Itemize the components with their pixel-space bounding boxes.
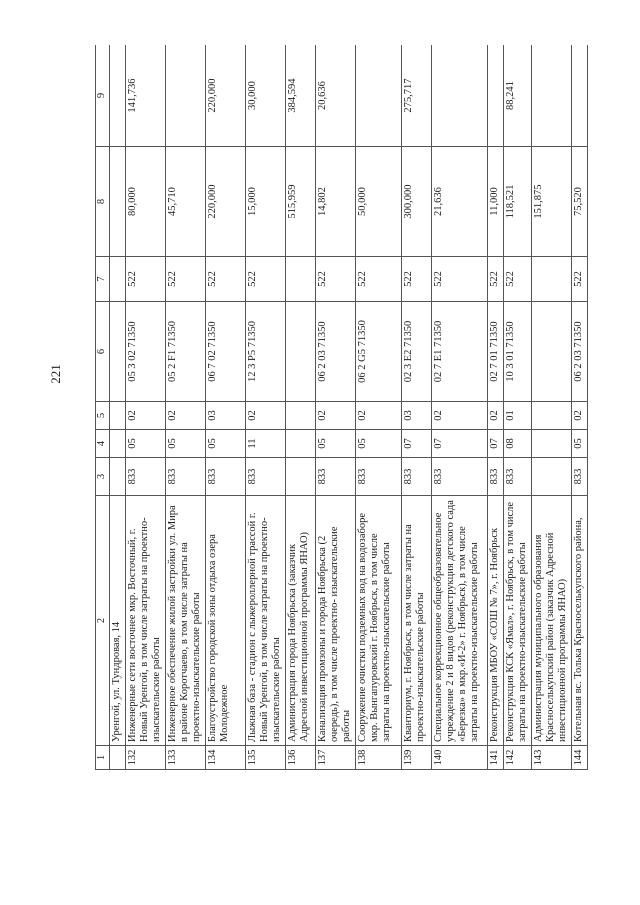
row-number: 140 [432, 746, 488, 770]
cell-col6 [110, 302, 126, 402]
cell-col6: 02 3 E2 71350 [402, 302, 432, 402]
header-cell: 7 [96, 257, 110, 302]
object-name: Сооружение очистки подземных вод на водозаборе мкр. Вынгапуровский г. Ноябрьск, в том числе затраты на проектно-изыскательские работы [356, 496, 402, 746]
cell-col8: 45,710 [166, 147, 206, 257]
cell-col8: 220,000 [206, 147, 246, 257]
object-name: Реконструкция МБОУ «СОШ № 7», г. Ноябрьск [488, 496, 504, 746]
header-cell: 4 [96, 430, 110, 458]
cell-col8: 11,000 [488, 147, 504, 257]
cell-col5: 02 [316, 402, 356, 430]
object-name: Уренгой, ул. Тундровая, 14 [110, 496, 126, 746]
cell-col8: 300,000 [402, 147, 432, 257]
header-cell: 9 [96, 45, 110, 147]
header-cell: 2 [96, 496, 110, 746]
cell-col6: 02 7 01 71350 [488, 302, 504, 402]
row-number: 144 [572, 746, 588, 770]
object-name: Благоустройство городской зоны отдыха озера Молодежное [206, 496, 246, 746]
cell-col7: 522 [316, 257, 356, 302]
table-row [166, 45, 206, 770]
row-number: 142 [504, 746, 532, 770]
cell-col7: 522 [504, 257, 532, 302]
cell-col3 [110, 458, 126, 496]
cell-col3 [532, 458, 572, 496]
rotated-table-wrapper [95, 45, 600, 770]
header-cell: 5 [96, 402, 110, 430]
cell-col9: 30,000 [246, 45, 286, 147]
cell-col5: 02 [126, 402, 166, 430]
cell-col4: 05 [126, 430, 166, 458]
table-row [110, 45, 126, 770]
cell-col8: 151,875 [532, 147, 572, 257]
cell-col4: 07 [402, 430, 432, 458]
object-name: Канализация промзоны и города Ноябрьска (2 очередь), в том числе проектно- изыскательские работы [316, 496, 356, 746]
cell-col4 [532, 430, 572, 458]
cell-col4: 07 [488, 430, 504, 458]
cell-col3: 833 [488, 458, 504, 496]
cell-col3: 833 [356, 458, 402, 496]
cell-col6: 06 2 G5 71350 [356, 302, 402, 402]
cell-col9 [532, 45, 572, 147]
object-name: Инженерное обеспечение жилой застройки ул. Мира в районе Коротчаево, в том числе затраты на проектно-изыскательские работы [166, 496, 206, 746]
cell-col7: 522 [126, 257, 166, 302]
cell-col4: 05 [572, 430, 588, 458]
cell-col5: 02 [488, 402, 504, 430]
cell-col9: 275,717 [402, 45, 432, 147]
table-row [206, 45, 246, 770]
table-row [488, 45, 504, 770]
row-number: 141 [488, 746, 504, 770]
cell-col6: 05 3 02 71350 [126, 302, 166, 402]
table-row [246, 45, 286, 770]
cell-col8: 75,520 [572, 147, 588, 257]
cell-col5: 02 [432, 402, 488, 430]
cell-col5: 02 [572, 402, 588, 430]
cell-col9: 220,000 [206, 45, 246, 147]
cell-col9: 141,736 [126, 45, 166, 147]
header-cell: 3 [96, 458, 110, 496]
cell-col9 [572, 45, 588, 147]
cell-col7 [286, 257, 316, 302]
cell-col5 [286, 402, 316, 430]
object-name: Специальное коррекционное общеобразовательное учреждение 2 и 8 видов (реконструкция детского сада «Березка» в мкр.«И-2» г. Ноябрьск), в том числе затраты на проектно-изыскательские работы [432, 496, 488, 746]
cell-col4: 05 [166, 430, 206, 458]
cell-col8: 515,959 [286, 147, 316, 257]
cell-col6: 06 2 03 71350 [572, 302, 588, 402]
cell-col5 [532, 402, 572, 430]
cell-col7: 522 [432, 257, 488, 302]
cell-col9 [166, 45, 206, 147]
cell-col5: 02 [166, 402, 206, 430]
cell-col9 [110, 45, 126, 147]
cell-col4: 08 [504, 430, 532, 458]
cell-col3: 833 [572, 458, 588, 496]
cell-col3: 833 [246, 458, 286, 496]
row-number: 143 [532, 746, 572, 770]
table-row [504, 45, 532, 770]
object-name: Администрация муниципального образования Красноселькупский район (заказчик Адресной инвестиционной программы ЯНАО) [532, 496, 572, 746]
cell-col5: 03 [206, 402, 246, 430]
cell-col9 [488, 45, 504, 147]
cell-col8 [110, 147, 126, 257]
row-number: 139 [402, 746, 432, 770]
cell-col3: 833 [166, 458, 206, 496]
cell-col8: 14,802 [316, 147, 356, 257]
cell-col7: 522 [356, 257, 402, 302]
cell-col3: 833 [402, 458, 432, 496]
cell-col3: 833 [206, 458, 246, 496]
object-name: Котельная вс. Толька Красноселькупского района, [572, 496, 588, 746]
cell-col7: 522 [572, 257, 588, 302]
cell-col6: 12 3 P5 71350 [246, 302, 286, 402]
row-number: 134 [206, 746, 246, 770]
cell-col6: 10 3 01 71350 [504, 302, 532, 402]
cell-col9: 384,594 [286, 45, 316, 147]
table-row [402, 45, 432, 770]
cell-col7 [532, 257, 572, 302]
cell-col3: 833 [432, 458, 488, 496]
cell-col8: 80,000 [126, 147, 166, 257]
table-row [126, 45, 166, 770]
cell-col9: 88,241 [504, 45, 532, 147]
cell-col8: 118,521 [504, 147, 532, 257]
table-row [356, 45, 402, 770]
cell-col6: 05 2 F1 71350 [166, 302, 206, 402]
cell-col5: 03 [402, 402, 432, 430]
cell-col7: 522 [488, 257, 504, 302]
cell-col3 [286, 458, 316, 496]
row-number: 132 [126, 746, 166, 770]
cell-col4: 07 [432, 430, 488, 458]
row-number: 138 [356, 746, 402, 770]
cell-col9 [356, 45, 402, 147]
cell-col5: 01 [504, 402, 532, 430]
cell-col4 [286, 430, 316, 458]
cell-col8: 50,000 [356, 147, 402, 257]
cell-col5 [110, 402, 126, 430]
object-name: Кванториум, г. Ноябрьск, в том числе затраты на проектно-изыскательские работы [402, 496, 432, 746]
cell-col8: 15,000 [246, 147, 286, 257]
cell-col7 [110, 257, 126, 302]
table-row [572, 45, 588, 770]
cell-col3: 833 [126, 458, 166, 496]
row-number [110, 746, 126, 770]
header-cell: 6 [96, 302, 110, 402]
cell-col4: 05 [356, 430, 402, 458]
row-number: 135 [246, 746, 286, 770]
row-number: 133 [166, 746, 206, 770]
object-name: Реконструкция КСК «Ямал», г. Ноябрьск, в том числе затраты на проектно-изыскательские работы [504, 496, 532, 746]
budget-table [95, 45, 588, 770]
object-name: Инженерные сети восточнее мкр. Восточный, г. Новый Уренгой, в том числе затраты на проектно-изыскательские работы [126, 496, 166, 746]
cell-col6 [532, 302, 572, 402]
cell-col9: 20,636 [316, 45, 356, 147]
header-row [96, 45, 110, 770]
header-cell: 1 [96, 746, 110, 770]
cell-col4: 05 [206, 430, 246, 458]
cell-col6: 06 2 03 71350 [316, 302, 356, 402]
cell-col3: 833 [504, 458, 532, 496]
cell-col6: 02 7 E1 71350 [432, 302, 488, 402]
cell-col7: 522 [166, 257, 206, 302]
cell-col7: 522 [246, 257, 286, 302]
cell-col7: 522 [402, 257, 432, 302]
header-cell: 8 [96, 147, 110, 257]
table-row [432, 45, 488, 770]
cell-col5: 02 [356, 402, 402, 430]
cell-col5: 02 [246, 402, 286, 430]
cell-col6: 06 7 02 71350 [206, 302, 246, 402]
cell-col9 [432, 45, 488, 147]
cell-col4: 05 [316, 430, 356, 458]
cell-col7: 522 [206, 257, 246, 302]
table-row [532, 45, 572, 770]
table-row [316, 45, 356, 770]
row-number: 136 [286, 746, 316, 770]
cell-col3: 833 [316, 458, 356, 496]
row-number: 137 [316, 746, 356, 770]
cell-col8: 21,636 [432, 147, 488, 257]
page-number: 221 [48, 364, 63, 384]
cell-col4: 11 [246, 430, 286, 458]
table-row [286, 45, 316, 770]
cell-col6 [286, 302, 316, 402]
object-name: Администрация города Ноябрьска (заказчик Адресной инвестиционной программы ЯНАО) [286, 496, 316, 746]
table-stage [95, 45, 600, 770]
object-name: Лыжная база - стадион с лыжероллерной трассой г. Новый Уренгой, в том числе затраты на проектно-изыскательские работы [246, 496, 286, 746]
cell-col4 [110, 430, 126, 458]
